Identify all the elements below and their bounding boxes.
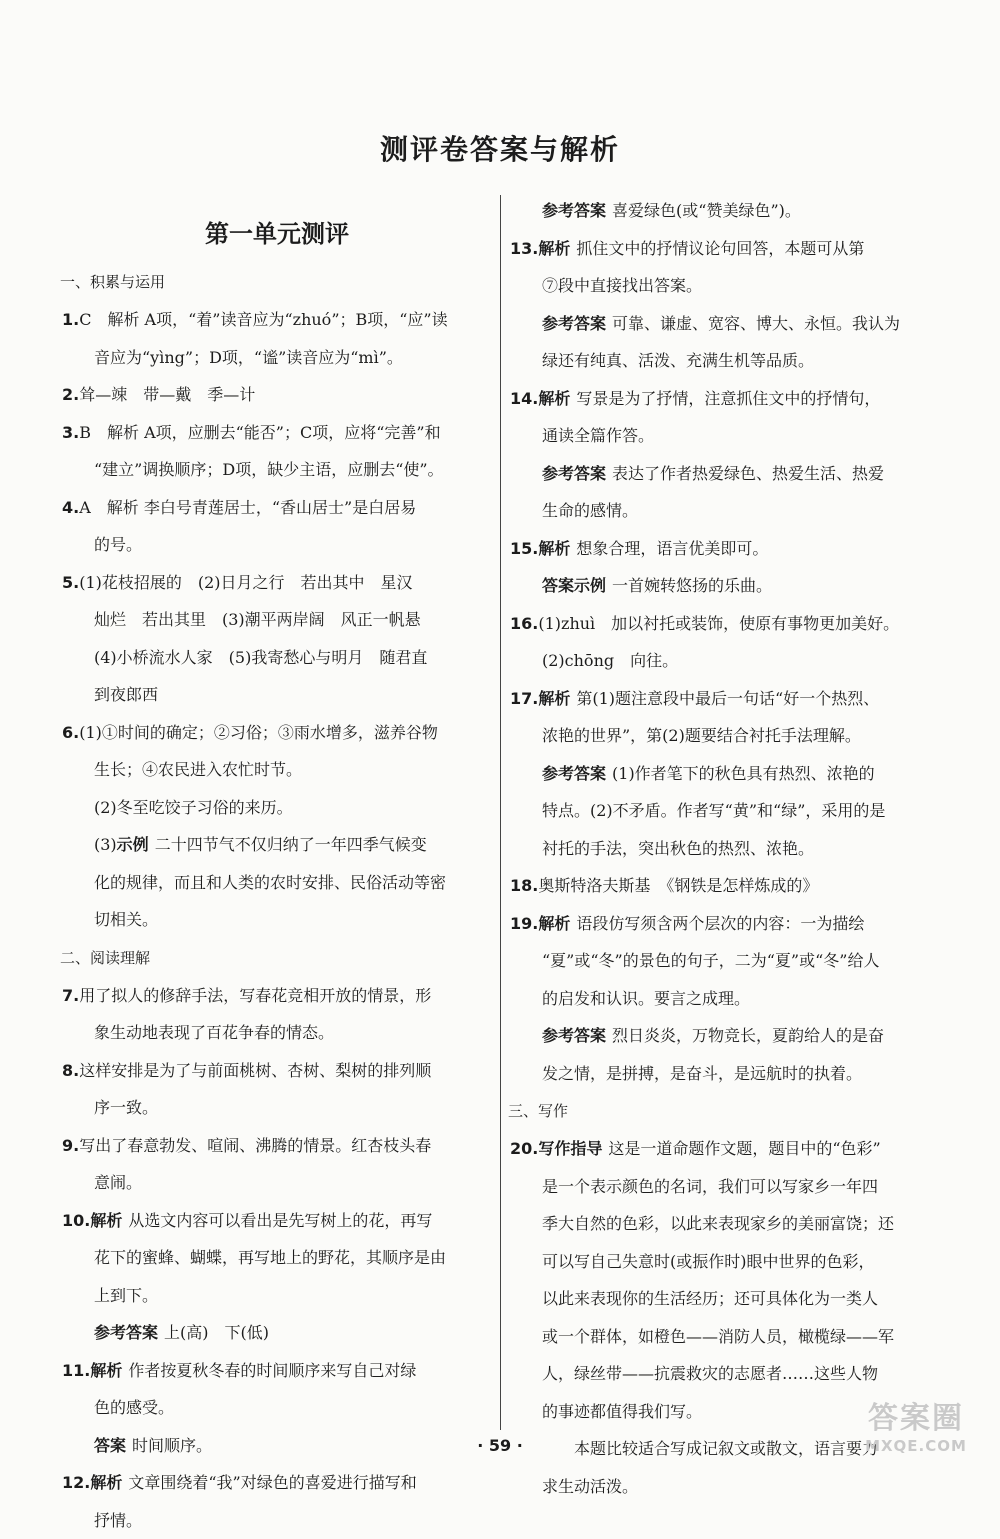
answer-item-3: 3.B 解析 A项，应删去“能否”；C项，应将“完善”和 “建立”调换顺序；D项，缺少主语，应删去“使”。: [62, 422, 444, 479]
answer-item-10: 10.解析 从选文内容可以看出是先写树上的花，再写 花下的蜜蜂、蝴蝶，再写地上的野花，其顺序是由 上到下。 参考答案 上(高) 下(低): [62, 1210, 447, 1342]
answer-item-11: 11.解析 作者按夏秋冬春的时间顺序来写自己对绿 色的感受。 答案 时间顺序。: [62, 1360, 417, 1455]
unit-title: 第一单元测评: [205, 219, 349, 248]
answer-item-1: 1.C 解析 A项，“着”读音应为“zhuó”；B项，“应”读 音应为“yìng”；D项，“谧”读音应为“mì”。: [62, 310, 448, 367]
answer-item-20: 20.写作指导 这是一道命题作文题，题目中的“色彩” 是一个表示颜色的名词，我们可以写家乡一年四 季大自然的色彩，以此来表现家乡的美丽富饶；还 可以写自己失意时(或振作时)眼中世界的色彩， 以此来表现你的生活经历；还可具体化为一类人 或一个群体，如橙色——消防人员，橄榄绿——军 人，绿丝带——抗震救灾的志愿者……这些人物 的事迹都值得我们写。 本题比较适合写成记叙文或散文，语言要力 求生动活泼。: [510, 1139, 895, 1496]
answer-item-19: 19.解析 语段仿写须含两个层次的内容：一为描绘 “夏”或“冬”的景色的句子，二为“夏”或“冬”给人 的启发和认识。要言之成理。 参考答案 烈日炎炎，万物竞长，夏韵给人的是奋 发之情，是拼搏，是奋斗，是远航时的执着。: [510, 913, 885, 1083]
answer-item-15: 15.解析 想象合理，语言优美即可。 答案示例 一首婉转悠扬的乐曲。: [510, 538, 773, 595]
column-divider: [500, 195, 501, 1430]
answer-item-17: 17.解析 第(1)题注意段中最后一句话“好一个热烈、 浓艳的世界”，第(2)题要结合衬托手法理解。 参考答案 (1)作者笔下的秋色具有热烈、浓艳的 特点。(2)不矛盾。作者写“黄”和“绿”，采用的是 衬托的手法，突出秋色的热烈、浓艳。: [510, 688, 886, 858]
page-title: 测评卷答案与解析: [379, 133, 620, 166]
answer-item-12: 12.解析 文章围绕着“我”对绿色的喜爱进行描写和 抒情。: [62, 1473, 417, 1530]
section-heading: 三、写作: [508, 1102, 569, 1120]
answer-item-13: 13.解析 抓住文中的抒情议论句回答，本题可从第 ⑦段中直接找出答案。 参考答案 可靠、谦虚、宽容、博大、永恒。我认为 绿还有纯真、活泼、充满生机等品质。: [510, 238, 901, 370]
left-column: [62, 192, 492, 1539]
answer-item-5: 5.(1)花枝招展的 (2)日月之行 若出其中 星汉 灿烂 若出其里 (3)潮平两岸阔 风正一帆悬 (4)小桥流水人家 (5)我寄愁心与明月 随君直 到夜郎西: [62, 572, 428, 704]
right-column: [510, 192, 938, 1505]
watermark-url: MXQE.COM: [865, 1437, 967, 1455]
answer-item-18: 18.奥斯特洛夫斯基 《钢铁是怎样炼成的》: [510, 876, 819, 895]
answer-item-14: 14.解析 写景是为了抒情，注意抓住文中的抒情句， 通读全篇作答。 参考答案 表达了作者热爱绿色、热爱生活、热爱 生命的感情。: [510, 388, 885, 520]
section-heading: 二、阅读理解: [60, 948, 151, 967]
answer-item-6: 6.(1)①时间的确定；②习俗；③雨水增多，滋养谷物 生长；④农民进入农忙时节。 (2)冬至吃饺子习俗的来历。 (3)示例 二十四节气不仅归纳了一年四季气候变 化的规律，而且和人类的农时安排、民俗活动等密 切相关。: [62, 722, 447, 929]
answer-item-8: 8.这样安排是为了与前面桃树、杏树、梨树的排列顺 序一致。: [62, 1060, 432, 1117]
answer-item-12-cont: 参考答案 喜爱绿色(或“赞美绿色”)。: [542, 201, 801, 220]
answer-item-7: 7.用了拟人的修辞手法，写春花竞相开放的情景，形 象生动地表现了百花争春的情态。: [62, 985, 432, 1042]
answer-item-16: 16.(1)zhuì 加以衬托或装饰，使原有事物更加美好。 (2)chōng 向往。: [510, 613, 900, 670]
answer-item-4: 4.A 解析 李白号青莲居士，“香山居士”是白居易 的号。: [62, 497, 417, 554]
section-heading: 一、积累与运用: [60, 273, 166, 291]
watermark-logo: [846, 1393, 986, 1461]
answer-item-2: 2.耸—竦 带—戴 季—计: [62, 385, 256, 404]
answer-item-9: 9.写出了春意勃发、喧闹、沸腾的情景。红杏枝头春 意闹。: [62, 1135, 432, 1192]
page-number: · 59 ·: [477, 1436, 523, 1455]
watermark-text: 答案圈: [868, 1401, 964, 1436]
